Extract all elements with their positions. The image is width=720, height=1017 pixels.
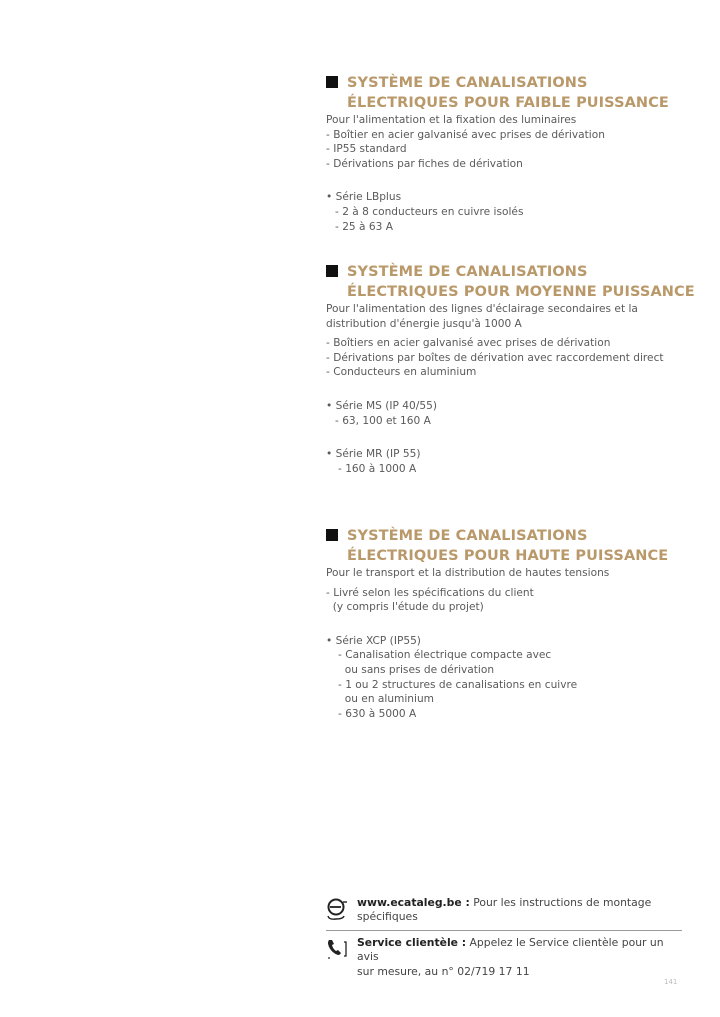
heading-line-1: SYSTÈME DE CANALISATIONS: [347, 528, 588, 544]
feature-item: - Dérivations par boîtes de dérivation avec raccordement direct: [326, 351, 664, 364]
series-detail: - 2 à 8 conducteurs en cuivre isolés: [335, 205, 524, 218]
intro-text: distribution d'énergie jusqu'à 1000 A: [326, 317, 522, 330]
section-medium-power: [326, 262, 696, 476]
series-detail: - 25 à 63 A: [335, 220, 393, 233]
heading-line-1: SYSTÈME DE CANALISATIONS: [347, 75, 588, 91]
feature-item: - Boîtiers en acier galvanisé avec prises de dérivation: [326, 337, 611, 350]
intro-text: Pour l'alimentation des lignes d'éclairage secondaires et la: [326, 303, 638, 315]
heading-line-2: ÉLECTRIQUES POUR HAUTE PUISSANCE: [347, 548, 669, 564]
heading-line-2: ÉLECTRIQUES POUR MOYENNE PUISSANCE: [347, 284, 695, 300]
feature-item: - Livré selon les spécifications du client: [326, 586, 534, 599]
section-high-power: [326, 526, 696, 721]
feature-item: - IP55 standard: [326, 143, 407, 156]
series-name: • Série MS (IP 40/55): [326, 399, 437, 412]
series-detail: - 63, 100 et 160 A: [335, 414, 431, 427]
section-heading: [326, 262, 696, 302]
intro-text: Pour l'alimentation et la fixation des luminaires: [326, 114, 577, 126]
series-name: • Série LBplus: [326, 191, 402, 204]
series-name: • Série MR (IP 55): [326, 448, 421, 461]
service-phone: sur mesure, au n° 02/719 17 11: [357, 964, 530, 978]
series-detail: - 630 à 5000 A: [338, 707, 417, 720]
feature-item: (y compris l'étude du projet): [326, 601, 484, 614]
footer-info: [326, 896, 682, 979]
square-bullet-icon: [326, 265, 338, 277]
service-label: Service clientèle :: [357, 935, 467, 949]
footer-divider: [326, 930, 682, 931]
series-detail: - 1 ou 2 structures de canalisations en cuivre: [338, 678, 578, 691]
section-low-power: [326, 73, 696, 234]
series-detail: ou sans prises de dérivation: [338, 663, 495, 676]
page-number: 141: [664, 978, 678, 986]
series-detail: ou en aluminium: [338, 693, 435, 706]
phone-icon: [326, 936, 350, 964]
heading-line-1: SYSTÈME DE CANALISATIONS: [347, 264, 588, 280]
feature-item: - Boîtier en acier galvanisé avec prises de dérivation: [326, 128, 605, 141]
feature-item: - Dérivations par fiches de dérivation: [326, 157, 523, 170]
series-name: • Série XCP (IP55): [326, 634, 421, 647]
intro-text: Pour le transport et la distribution de hautes tensions: [326, 567, 610, 579]
section-heading: [326, 73, 696, 113]
ecatalog-text: Pour les instructions de montage: [469, 896, 652, 909]
e-catalog-icon: [326, 896, 350, 924]
series-detail: - 160 à 1000 A: [338, 462, 417, 475]
ecatalog-text-2: spécifiques: [357, 910, 418, 924]
feature-item: - Conducteurs en aluminium: [326, 366, 477, 379]
ecatalog-row: [326, 896, 682, 925]
square-bullet-icon: [326, 529, 338, 541]
ecatalog-link[interactable]: www.ecataleg.be :: [357, 896, 470, 909]
square-bullet-icon: [326, 76, 338, 88]
heading-line-2: ÉLECTRIQUES POUR FAIBLE PUISSANCE: [347, 95, 669, 111]
series-detail: - Canalisation électrique compacte avec: [338, 649, 552, 662]
service-text: Appelez le Service clientèle pour un avis: [357, 935, 664, 964]
service-row: [326, 936, 682, 979]
section-heading: [326, 526, 696, 566]
